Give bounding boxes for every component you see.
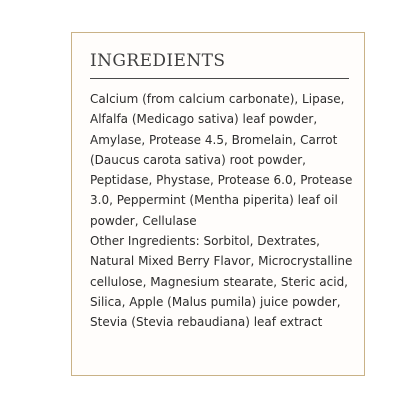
ingredients-line: 3.0, Peppermint (Mentha piperita) leaf oil — [90, 193, 338, 208]
ingredients-line: Silica, Apple (Malus pumila) juice powder, — [90, 294, 341, 309]
ingredients-line: powder, Cellulase — [90, 213, 197, 228]
other-ingredients-line: Other Ingredients: Sorbitol, Dextrates, — [90, 234, 320, 249]
ingredients-line: cellulose, Magnesium stearate, Steric acid, — [90, 274, 348, 289]
ingredients-line: Natural Mixed Berry Flavor, Microcrystalline — [90, 254, 353, 269]
ingredients-line: (Daucus carota sativa) root powder, — [90, 152, 306, 167]
ingredients-heading: INGREDIENTS — [90, 51, 226, 71]
ingredients-panel — [71, 32, 365, 376]
ingredients-line: Alfalfa (Medicago sativa) leaf powder, — [90, 112, 318, 127]
ingredients-line: Calcium (from calcium carbonate), Lipase, — [90, 92, 345, 106]
ingredients-line: Peptidase, Phystase, Protease 6.0, Protease — [90, 173, 353, 188]
ingredients-line: Stevia (Stevia rebaudiana) leaf extract — [90, 315, 323, 330]
ingredients-text — [90, 89, 352, 333]
ingredients-line: Amylase, Protease 4.5, Bromelain, Carrot — [90, 132, 338, 147]
heading-divider — [90, 78, 349, 79]
